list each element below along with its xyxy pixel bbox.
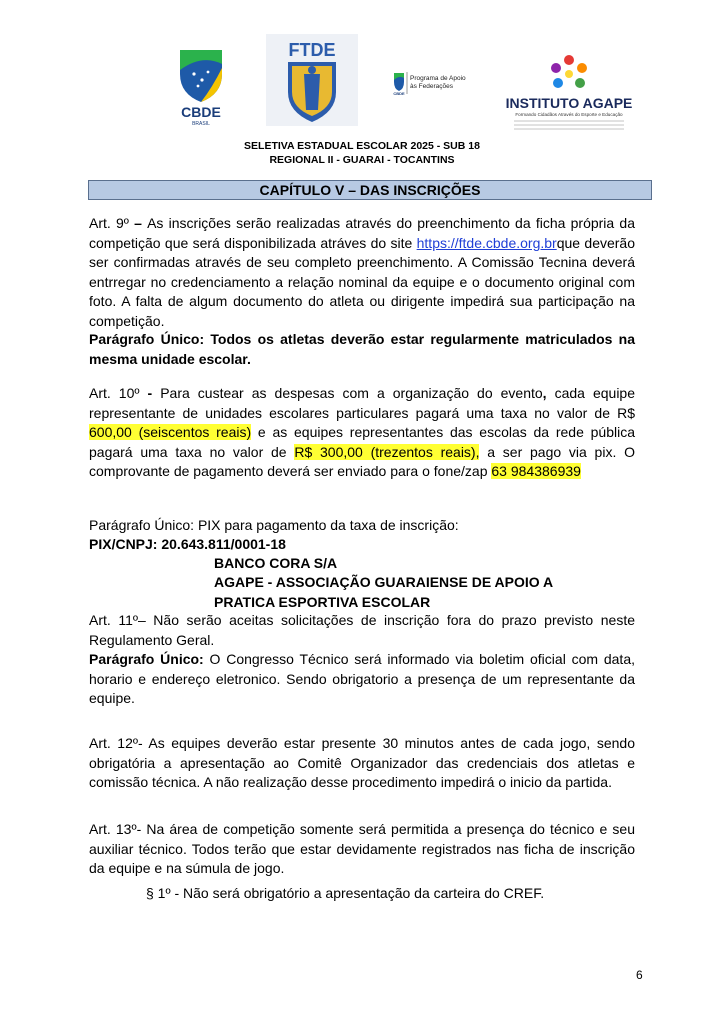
pix-bank: BANCO CORA S/A [214, 555, 338, 571]
agape-subtitle: Formando Cidadãos Através do Esporte e Educação [515, 112, 623, 117]
programa-apoio-text-2: às Federações [410, 83, 453, 90]
article-10-number: Art. 10º [89, 385, 148, 401]
article-12: Art. 12º- As equipes deverão estar presente 30 minutos antes de cada jogo, sendo obrigatória a apresentação ao Comitê Organizador das credenciais dos atletas e comissão técnica. A não realização desse procedimento impedirá o inicio da partida. [89, 735, 635, 790]
pix-paragraph: Parágrafo Único: PIX para pagamento da taxa de inscrição: [89, 517, 459, 533]
ftde-logo [266, 34, 358, 126]
article-10: Art. 10º - Para custear as despesas com a organização do evento, cada equipe representante de unidades escolares particulares pagará uma taxa no valor de R$ 600,00 (seiscentos reais) e as equipes representantes das escolas da rede pública pagará uma taxa no valor de R$ 300,00 (trezentos reais), a ser pago via pix. O comprovante de pagamento deverá ser enviado para o fone/zap 63 984386939 [89, 385, 635, 479]
article-9-number: Art. 9º [89, 215, 129, 231]
header-line-1: SELETIVA ESTADUAL ESCOLAR 2025 - SUB 18 [244, 140, 480, 152]
programa-apoio-text-1: Programa de Apoio [410, 75, 466, 82]
article-11-paragraph: Parágrafo Único: O Congresso Técnico será informado via boletim oficial com data, horario e endereço eletronico. Sendo obrigatorio a presença de um representante da equipe. [89, 651, 635, 706]
pix-cnpj: PIX/CNPJ: 20.643.811/0001-18 [89, 536, 286, 552]
article-11: Art. 11º– Não serão aceitas solicitações de inscrição fora do prazo previsto neste Regulamento Geral. [89, 612, 635, 648]
ftde-logo-text: FTDE [288, 40, 336, 60]
highlight-private-fee: 600,00 (seiscentos reais) [89, 424, 252, 440]
chapter-title: CAPÍTULO V – DAS INSCRIÇÕES [88, 180, 652, 200]
svg-text:CBDE: CBDE [393, 91, 405, 96]
cbde-logo [172, 44, 230, 128]
highlight-phone: 63 984386939 [491, 463, 581, 479]
header-line-2: REGIONAL II - GUARAI - TOCANTINS [269, 154, 455, 166]
agape-title: INSTITUTO AGAPE [505, 95, 633, 111]
article-13: Art. 13º- Na área de competição somente será permitida a presença do técnico e seu auxiliar técnico. Todos terão que estar devidamente registrados nas ficha de inscrição da equipe e na súmula de jogo. [89, 821, 635, 876]
article-9: Art. 9º – As inscrições serão realizadas através do preenchimento da ficha própria da competição que será disponibilizada atráves do site https://ftde.cbde.org.brque deverão ser confirmadas através de seu completo preenchimento. A Comissão Tecnina deverá entrregar no credenciamento a relação nominal da equipe e o documento original com foto. A falta de algum documento do atleta ou dirigente impedirá sua participação na competição. [89, 215, 636, 329]
instituto-agape-logo [505, 52, 633, 134]
cbde-logo-text: CBDE [181, 104, 221, 120]
programa-apoio-logo [392, 70, 466, 96]
article-13-section-1: § 1º - Não será obrigatório a apresentação da carteira do CREF. [146, 885, 545, 901]
highlight-public-fee: R$ 300,00 (trezentos reais), [294, 443, 480, 460]
page-number: 6 [636, 968, 643, 982]
pix-organization: AGAPE - ASSOCIAÇÃO GUARAIENSE DE APOIO A PRATICA ESPORTIVA ESCOLAR [214, 574, 553, 610]
article-9-paragraph: Parágrafo Único: Todos os atletas deverão estar regularmente matriculados na mesma unidade escolar. [89, 331, 635, 367]
cbde-logo-sub: BRASIL [192, 121, 210, 127]
ftde-site-link[interactable]: https://ftde.cbde.org.br [416, 234, 557, 251]
